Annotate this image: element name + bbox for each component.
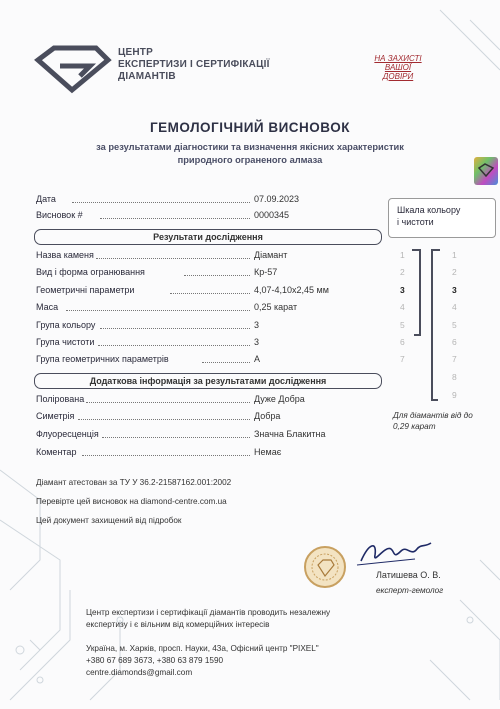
document-title: ГЕМОЛОГІЧНИЙ ВИСНОВОК bbox=[150, 120, 350, 135]
section-extra-header: Додаткова інформація за результатами дослідження bbox=[34, 373, 382, 389]
dotted-leader bbox=[102, 429, 250, 438]
result-label: Геометричні параметри bbox=[36, 285, 135, 295]
org-line-3: ДІАМАНТІВ bbox=[118, 71, 176, 82]
extra-label: Симетрія bbox=[36, 411, 75, 421]
result-row bbox=[36, 302, 356, 315]
extra-label: Коментар bbox=[36, 447, 77, 457]
color-clarity-scale-title bbox=[388, 198, 496, 238]
clarity-scale-item: 4 bbox=[452, 302, 457, 312]
clarity-scale-item: 1 bbox=[452, 250, 457, 260]
independence-statement bbox=[86, 607, 330, 631]
dotted-leader bbox=[170, 285, 250, 294]
scale-title-line-1: Шкала кольору bbox=[397, 205, 461, 215]
dotted-leader bbox=[86, 394, 250, 403]
dotted-leader bbox=[96, 250, 250, 259]
contact-address: Україна, м. Харків, просп. Науки, 43а, Офісний центр "PIXEL" bbox=[86, 644, 319, 653]
scale-title-line-2: і чистоти bbox=[397, 217, 434, 227]
dotted-leader bbox=[98, 337, 250, 346]
color-scale-item: 5 bbox=[400, 320, 405, 330]
dotted-leader bbox=[78, 411, 250, 420]
extra-row bbox=[36, 429, 356, 442]
extra-row bbox=[36, 411, 356, 424]
result-row bbox=[36, 354, 356, 367]
contact-email: centre.diamonds@gmail.com bbox=[86, 668, 193, 677]
dotted-leader bbox=[184, 267, 250, 276]
slogan-line-1: НА ЗАХИСТІ bbox=[374, 54, 422, 63]
org-line-1: ЦЕНТР bbox=[118, 47, 153, 58]
result-label: Група чистоти bbox=[36, 337, 95, 347]
color-scale-item: 6 bbox=[400, 337, 405, 347]
section-results-header: Результати дослідження bbox=[34, 229, 382, 245]
result-label: Назва каменя bbox=[36, 250, 94, 260]
result-row bbox=[36, 320, 356, 333]
diamond-logo-icon bbox=[34, 44, 112, 94]
extra-value: Добра bbox=[254, 411, 281, 421]
result-label: Група геометричних параметрів bbox=[36, 354, 169, 364]
dotted-leader bbox=[100, 320, 250, 329]
clarity-scale-item: 9 bbox=[452, 390, 457, 400]
field-date bbox=[36, 194, 356, 207]
field-report-number-label: Висновок # bbox=[36, 210, 83, 220]
clarity-scale-item-selected: 3 bbox=[452, 285, 457, 295]
result-label: Група кольору bbox=[36, 320, 96, 330]
dotted-leader bbox=[72, 194, 250, 203]
extra-label: Флуоресценція bbox=[36, 429, 99, 439]
clarity-scale-item: 6 bbox=[452, 337, 457, 347]
official-seal-icon bbox=[303, 545, 347, 589]
contact-info bbox=[86, 643, 319, 679]
field-report-number-value: 0000345 bbox=[254, 210, 290, 220]
certification-standard: Діамант атестован за ТУ У 36.2-21587162.001:2002 bbox=[36, 478, 232, 487]
clarity-scale-item: 8 bbox=[452, 372, 457, 382]
color-scale-item-selected: 3 bbox=[400, 285, 405, 295]
handwritten-signature bbox=[355, 535, 435, 569]
color-scale-item: 1 bbox=[400, 250, 405, 260]
result-row bbox=[36, 285, 356, 298]
statement-line-1: Центр експертизи і сертифікації діамантів проводить незалежну bbox=[86, 608, 331, 617]
field-date-value: 07.09.2023 bbox=[254, 194, 300, 204]
clarity-scale-item: 5 bbox=[452, 320, 457, 330]
result-label: Маса bbox=[36, 302, 59, 312]
result-row bbox=[36, 250, 356, 263]
result-row bbox=[36, 267, 356, 280]
result-value: А bbox=[254, 354, 261, 364]
extra-row bbox=[36, 394, 356, 407]
result-label: Вид і форма огранювання bbox=[36, 267, 145, 277]
extra-row bbox=[36, 447, 356, 460]
extra-label: Полірована bbox=[36, 394, 85, 404]
statement-line-2: експертизу і є вільним від комерційних інтересів bbox=[86, 620, 270, 629]
contact-phones: +380 67 689 3673, +380 63 879 1590 bbox=[86, 656, 224, 665]
field-report-number bbox=[36, 210, 356, 223]
slogan-line-2: ВАШОЇ bbox=[384, 63, 412, 72]
organization-name bbox=[118, 47, 270, 83]
result-value: 3 bbox=[254, 320, 260, 330]
color-scale-item: 2 bbox=[400, 267, 405, 277]
expert-role: експерт-гемолог bbox=[376, 586, 444, 595]
slogan-line-3: ДОВІРИ bbox=[382, 72, 414, 81]
slogan bbox=[352, 54, 444, 81]
dotted-leader bbox=[202, 354, 250, 363]
color-scale-item: 7 bbox=[400, 354, 405, 364]
result-value: Кр-57 bbox=[254, 267, 278, 277]
dotted-leader bbox=[82, 447, 250, 456]
result-value: Діамант bbox=[254, 250, 288, 260]
clarity-scale-item: 2 bbox=[452, 267, 457, 277]
org-line-2: ЕКСПЕРТИЗИ І СЕРТИФІКАЦІЇ bbox=[118, 59, 270, 70]
scale-note bbox=[393, 410, 489, 432]
extra-value: Значна Блакитна bbox=[254, 429, 326, 439]
scale-note-line-1: Для діамантів від до bbox=[393, 411, 473, 420]
extra-value: Немає bbox=[254, 447, 282, 457]
subtitle-line-1: за результатами діагностики та визначення якісних характеристик bbox=[96, 142, 404, 152]
extra-value: Дуже Добра bbox=[254, 394, 305, 404]
color-scale-item: 4 bbox=[400, 302, 405, 312]
result-value: 3 bbox=[254, 337, 260, 347]
result-row bbox=[36, 337, 356, 350]
result-value: 0,25 карат bbox=[254, 302, 298, 312]
document-subtitle bbox=[40, 141, 460, 167]
dotted-leader bbox=[66, 302, 250, 311]
result-value: 4,07-4,10х2,45 мм bbox=[254, 285, 329, 295]
scale-note-line-2: 0,29 карат bbox=[393, 422, 436, 431]
expert-name: Латишева О. В. bbox=[376, 570, 441, 580]
dotted-leader bbox=[100, 210, 250, 219]
verification-link-text: Перевірте цей висновок на diamond-centre.com.ua bbox=[36, 497, 227, 506]
hologram-sticker-icon bbox=[473, 156, 499, 186]
protection-note: Цей документ захищений від підробок bbox=[36, 516, 182, 525]
field-date-label: Дата bbox=[36, 194, 56, 204]
clarity-scale-item: 7 bbox=[452, 354, 457, 364]
subtitle-line-2: природного ограненого алмаза bbox=[177, 155, 323, 165]
